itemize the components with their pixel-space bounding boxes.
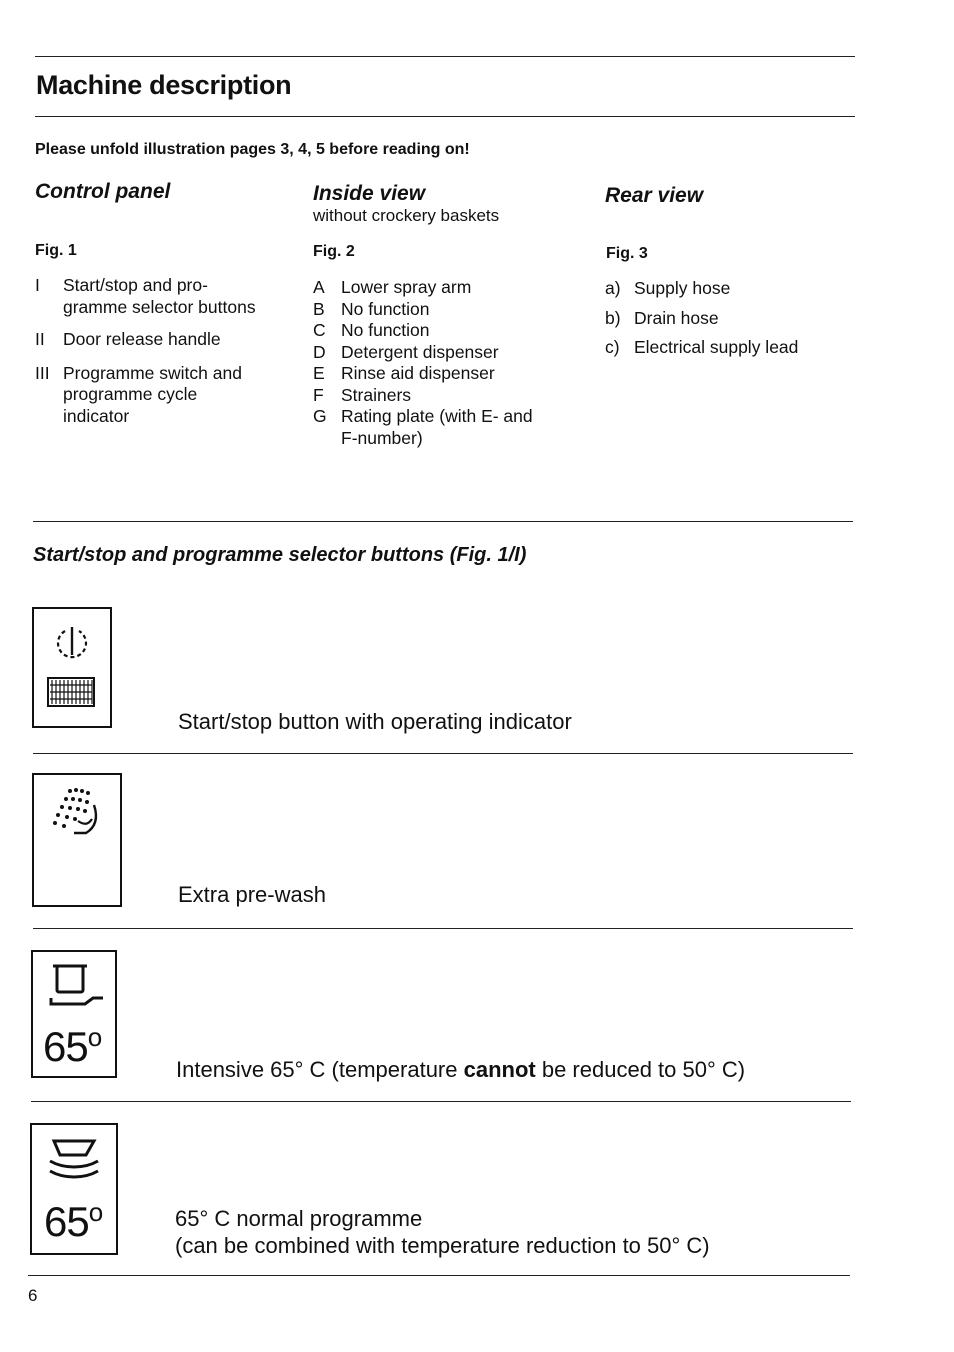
item-text: Lower spray arm bbox=[341, 277, 472, 297]
item-key: F bbox=[313, 384, 324, 405]
description-line: (can be combined with temperature reduction to 50° C) bbox=[175, 1233, 710, 1258]
item-line: indicator bbox=[63, 405, 130, 426]
item-key: G bbox=[313, 406, 327, 426]
item-key: III bbox=[35, 362, 50, 383]
intensive-pot-icon bbox=[41, 958, 111, 1014]
prewash-button-illustration bbox=[32, 773, 122, 907]
item-text: No function bbox=[341, 320, 430, 340]
list-item bbox=[35, 329, 305, 351]
list-item bbox=[313, 363, 583, 385]
list-item bbox=[313, 406, 583, 449]
intensive-description bbox=[176, 1057, 745, 1083]
button-divider bbox=[31, 1101, 851, 1102]
item-text: Detergent dispenser bbox=[341, 341, 499, 362]
top-rule bbox=[35, 56, 855, 57]
start-stop-description: Start/stop button with operating indicator bbox=[178, 709, 572, 734]
list-item bbox=[605, 278, 865, 300]
control-panel-list bbox=[35, 275, 305, 427]
fig-2-label: Fig. 2 bbox=[313, 243, 355, 260]
intensive-button-illustration bbox=[31, 950, 117, 1078]
start-stop-button-illustration bbox=[32, 607, 112, 728]
item-key: E bbox=[313, 363, 325, 383]
page-title: Machine description bbox=[36, 70, 292, 100]
bottom-rule bbox=[28, 1275, 850, 1276]
item-line: programme cycle bbox=[63, 384, 198, 404]
list-item bbox=[313, 385, 583, 407]
item-text bbox=[63, 275, 256, 318]
power-icon bbox=[34, 615, 110, 675]
normal-button-illustration bbox=[30, 1123, 118, 1255]
button-divider bbox=[33, 753, 853, 754]
prewash-spray-icon bbox=[38, 781, 118, 851]
button-divider bbox=[33, 928, 853, 929]
fig-3-label: Fig. 3 bbox=[606, 245, 648, 262]
item-text: No function bbox=[341, 298, 430, 319]
item-text bbox=[63, 363, 242, 428]
fig-1-label: Fig. 1 bbox=[35, 242, 77, 259]
item-text: Drain hose bbox=[634, 307, 719, 328]
list-item bbox=[35, 363, 305, 428]
prewash-description: Extra pre-wash bbox=[178, 882, 326, 907]
temperature-display bbox=[43, 1022, 102, 1070]
item-text: Rinse aid dispenser bbox=[341, 363, 495, 383]
item-key: II bbox=[35, 329, 45, 349]
normal-dishes-icon bbox=[40, 1131, 110, 1191]
item-line: F-number) bbox=[341, 427, 423, 448]
list-item bbox=[313, 320, 583, 342]
control-panel-heading: Control panel bbox=[35, 180, 171, 203]
item-key: D bbox=[313, 341, 326, 362]
operating-indicator-icon bbox=[47, 677, 95, 707]
item-text bbox=[341, 406, 533, 449]
item-line: Start/stop and pro- bbox=[63, 275, 208, 295]
item-line: Rating plate (with E- and bbox=[341, 406, 533, 426]
list-item bbox=[313, 299, 583, 321]
section-heading: Start/stop and programme selector buttons (Fig. 1/I) bbox=[33, 544, 527, 566]
inside-view-list bbox=[313, 277, 583, 449]
item-key: I bbox=[35, 275, 40, 295]
item-key: b) bbox=[605, 307, 621, 328]
description-line: 65° C normal programme bbox=[175, 1206, 423, 1231]
description-text: be reduced to 50° C) bbox=[535, 1057, 746, 1082]
item-text: Strainers bbox=[341, 384, 412, 405]
item-key: A bbox=[313, 277, 325, 297]
item-key: c) bbox=[605, 337, 620, 357]
item-line: Programme switch and bbox=[63, 362, 242, 383]
rear-view-list bbox=[605, 278, 865, 359]
item-text: Door release handle bbox=[63, 329, 221, 349]
normal-description bbox=[175, 1205, 710, 1259]
rear-view-heading: Rear view bbox=[605, 184, 704, 207]
item-key: a) bbox=[605, 278, 621, 298]
list-item bbox=[605, 308, 865, 330]
unfold-notice: Please unfold illustration pages 3, 4, 5 before reading on! bbox=[35, 141, 470, 158]
item-line: gramme selector buttons bbox=[63, 296, 256, 317]
temperature-value: 65 bbox=[43, 1023, 88, 1070]
item-key: B bbox=[313, 298, 325, 319]
item-text: Supply hose bbox=[634, 278, 731, 298]
item-text: Electrical supply lead bbox=[634, 337, 799, 357]
page-number: 6 bbox=[28, 1286, 38, 1305]
temperature-value: 65 bbox=[44, 1198, 89, 1245]
description-emphasis: cannot bbox=[463, 1057, 536, 1082]
list-item bbox=[35, 275, 305, 318]
section-rule bbox=[33, 521, 853, 522]
inside-view-heading: Inside view bbox=[313, 182, 426, 205]
temperature-display bbox=[44, 1197, 103, 1245]
list-item bbox=[313, 342, 583, 364]
list-item bbox=[605, 337, 865, 359]
description-text: Intensive 65° C (temperature bbox=[176, 1057, 464, 1082]
inside-view-subheading: without crockery baskets bbox=[313, 206, 500, 225]
list-item bbox=[313, 277, 583, 299]
degree-symbol: o bbox=[88, 1197, 103, 1227]
title-rule bbox=[35, 116, 855, 117]
item-key: C bbox=[313, 320, 326, 340]
degree-symbol: o bbox=[87, 1022, 102, 1052]
